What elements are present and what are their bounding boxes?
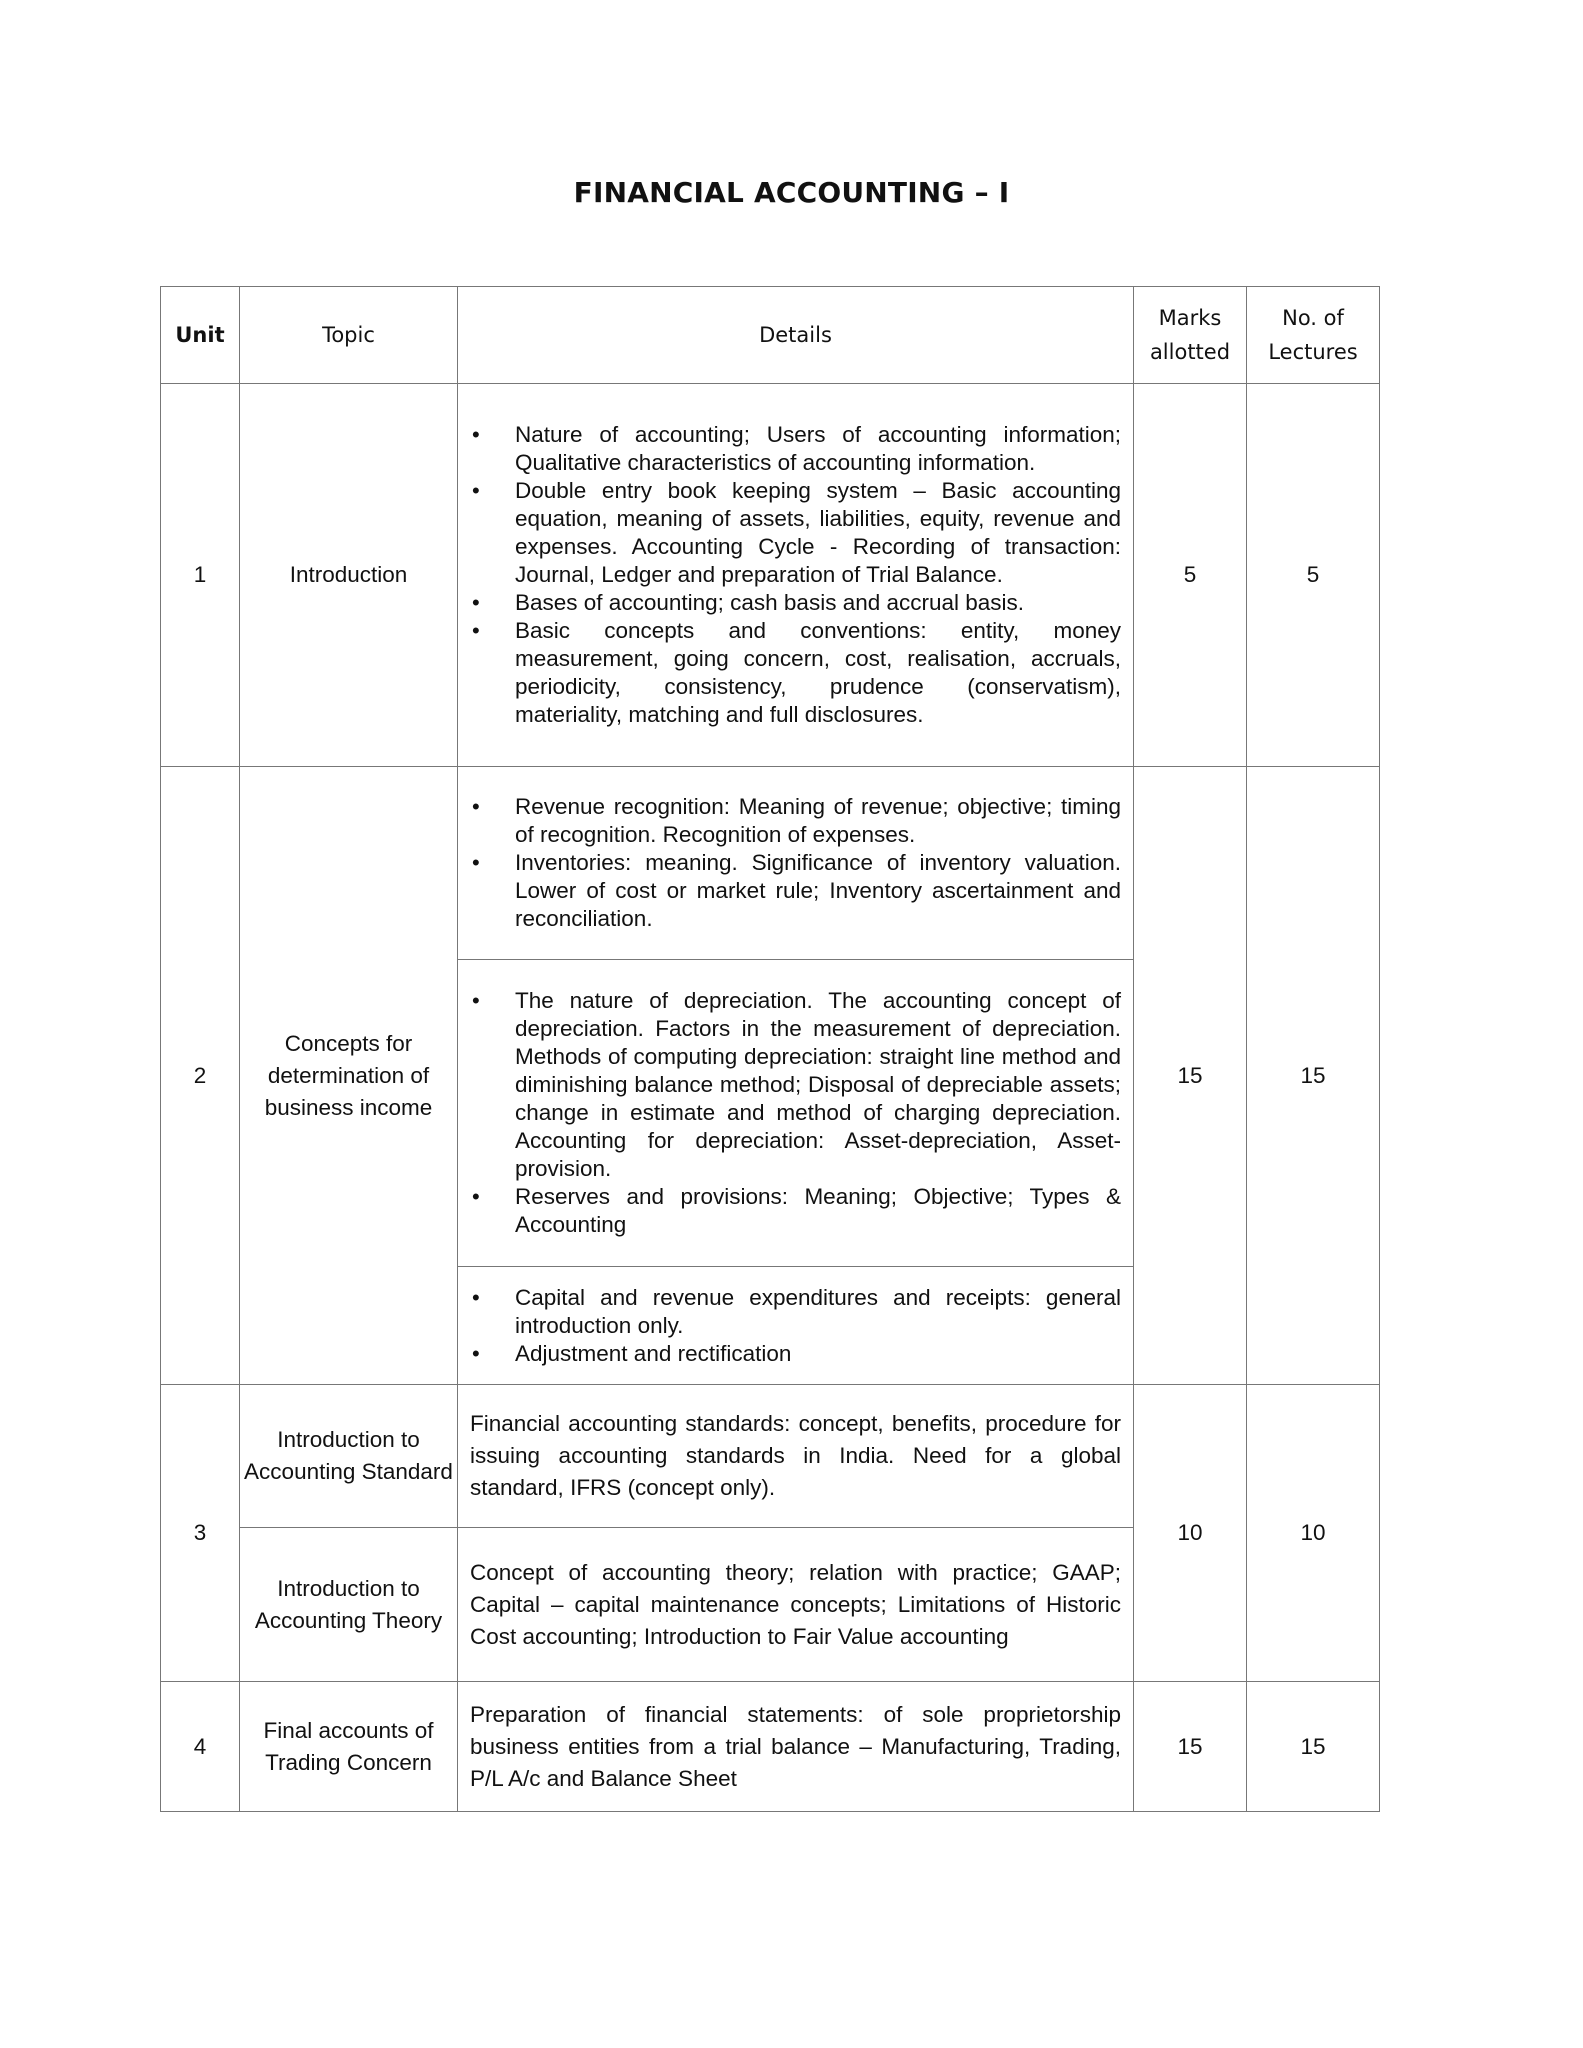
detail-bullet: • Adjustment and rectification [470, 1340, 1121, 1368]
syllabus-table [160, 286, 1380, 1812]
unit-lectures: 15 [1247, 767, 1380, 1385]
unit-lectures: 15 [1247, 1682, 1380, 1812]
detail-bullet: • Double entry book keeping system – Basic accounting equation, meaning of assets, liabilities, equity, revenue and expenses. Accounting Cycle - Recording of transaction: Journal, Ledger and preparation of Trial Balance. [470, 477, 1121, 589]
unit-4-row [161, 1682, 1380, 1812]
detail-bullet: • Basic concepts and conventions: entity, money measurement, going concern, cost, realisation, accruals, periodicity, consistency, prudence (conservatism), materiality, matching and full disclosures. [470, 617, 1121, 729]
detail-bullet: • Bases of accounting; cash basis and accrual basis. [470, 589, 1121, 617]
unit-topic: Concepts for determination of business income [240, 767, 458, 1385]
detail-paragraph: Concept of accounting theory; relation with practice; GAAP; Capital – capital maintenance concepts; Limitations of Historic Cost accounting; Introduction to Fair Value accounting [470, 1559, 1121, 1649]
unit-marks: 5 [1134, 384, 1247, 767]
header-details: Details [458, 287, 1134, 384]
detail-bullet: • Reserves and provisions: Meaning; Objective; Types & Accounting [470, 1183, 1121, 1239]
unit-number: 4 [161, 1682, 240, 1812]
unit-details-block [458, 960, 1134, 1267]
unit-details [458, 1528, 1134, 1682]
unit-lectures: 5 [1247, 384, 1380, 767]
unit-topic: Final accounts of Trading Concern [240, 1682, 458, 1812]
detail-bullet: • Revenue recognition: Meaning of revenue; objective; timing of recognition. Recognition of expenses. [470, 793, 1121, 849]
unit-topic: Introduction [240, 384, 458, 767]
detail-paragraph: Preparation of financial statements: of sole proprietorship business entities from a trial balance – Manufacturing, Trading, P/L A/c and Balance Sheet [470, 1701, 1121, 1791]
unit-marks: 10 [1134, 1385, 1247, 1682]
detail-bullet: • Nature of accounting; Users of accounting information; Qualitative characteristics of accounting information. [470, 421, 1121, 477]
header-topic: Topic [240, 287, 458, 384]
header-unit: Unit [161, 287, 240, 384]
unit-details-block [458, 767, 1134, 960]
unit-marks: 15 [1134, 1682, 1247, 1812]
unit-number: 1 [161, 384, 240, 767]
unit-details [458, 384, 1134, 767]
header-marks [1134, 287, 1247, 384]
header-lectures-line1: No. of [1282, 306, 1344, 330]
unit-number: 2 [161, 767, 240, 1385]
unit-details [458, 1682, 1134, 1812]
unit-number: 3 [161, 1385, 240, 1682]
header-marks-line2: allotted [1149, 340, 1231, 364]
unit-1-row [161, 384, 1380, 767]
detail-bullet: • The nature of depreciation. The accounting concept of depreciation. Factors in the measurement of depreciation. Methods of computing depreciation: straight line method and diminishing balance method; Disposal of depreciable assets; change in estimate and method of charging depreciation. Accounting for depreciation: Asset-depreciation, Asset-provision. [470, 987, 1121, 1183]
detail-bullet: • Capital and revenue expenditures and receipts: general introduction only. [470, 1284, 1121, 1340]
unit-2-row [161, 767, 1380, 960]
unit-details [458, 1385, 1134, 1528]
unit-lectures: 10 [1247, 1385, 1380, 1682]
unit-details-block [458, 1267, 1134, 1385]
detail-paragraph: Financial accounting standards: concept, benefits, procedure for issuing accounting standards in India. Need for a global standard, IFRS (concept only). [470, 1411, 1121, 1500]
unit-marks: 15 [1134, 767, 1247, 1385]
header-lectures-line2: Lectures [1268, 340, 1358, 364]
unit-subtopic: Introduction to Accounting Standard [240, 1385, 458, 1528]
detail-bullet: • Inventories: meaning. Significance of inventory valuation. Lower of cost or market rule; Inventory ascertainment and reconciliation. [470, 849, 1121, 933]
unit-subtopic: Introduction to Accounting Theory [240, 1528, 458, 1682]
header-lectures [1247, 287, 1380, 384]
header-marks-line1: Marks [1158, 306, 1222, 330]
document-title: FINANCIAL ACCOUNTING – I [573, 176, 1010, 209]
unit-3-row [161, 1385, 1380, 1528]
table-header-row [161, 287, 1380, 384]
